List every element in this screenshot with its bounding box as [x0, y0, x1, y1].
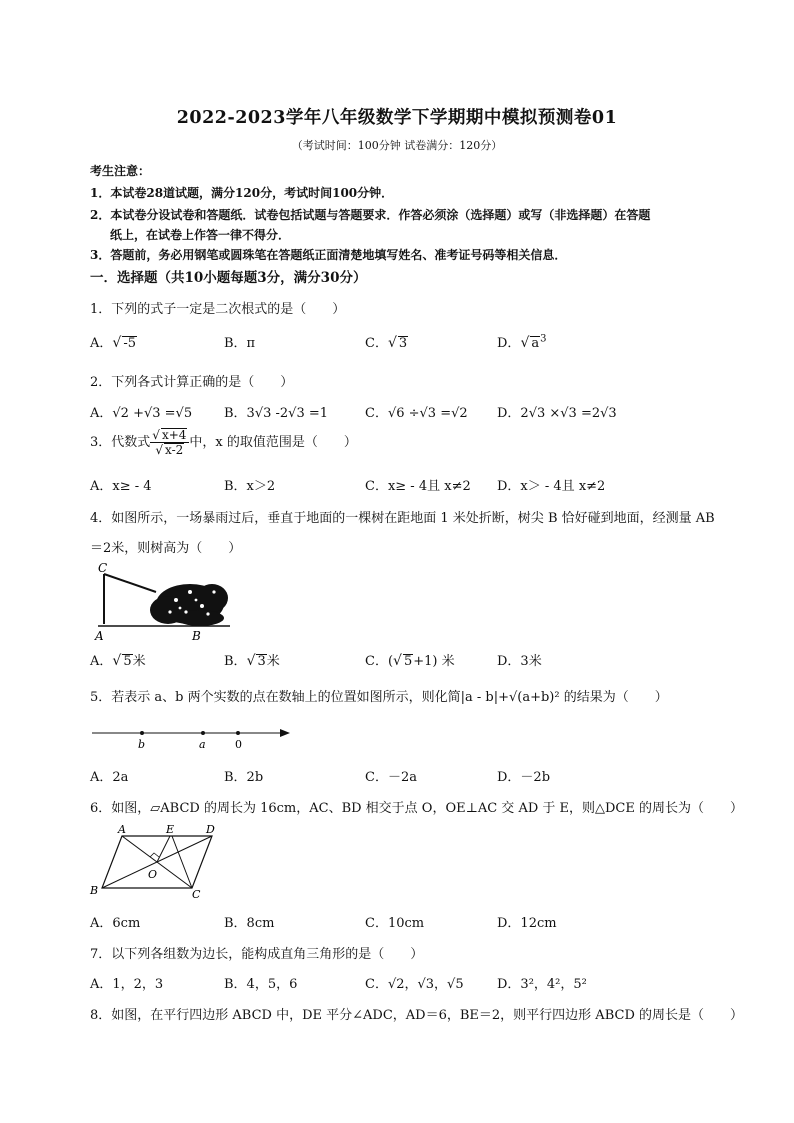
question-1-stem: 1．下列的式子一定是二次根式的是（ ） — [90, 302, 346, 317]
label-b: B — [192, 629, 201, 643]
question-4-option-a: A．√ 5米 — [90, 653, 146, 669]
number-line-figure — [90, 722, 300, 754]
label-e: E — [166, 823, 175, 836]
question-7-option-b: B．4，5，6 — [224, 977, 298, 992]
question-3-option-d: D．x＞ - 4且 x≠2 — [497, 479, 606, 494]
label-a: A — [118, 823, 126, 836]
question-7-option-a: A．1，2，3 — [90, 977, 164, 992]
notice-item-2-cont: 纸上，在试卷上作答一律不得分． — [110, 228, 291, 242]
question-8-stem: 8．如图，在平行四边形 ABCD 中，DE 平分∠ADC，AD＝6，BE＝2，则平行四边形 ABCD 的周长是（ ） — [90, 1008, 743, 1023]
broken-tree-figure — [90, 562, 240, 644]
question-4-option-d: D．3米 — [497, 654, 542, 669]
question-1-option-b: B．π — [224, 336, 256, 351]
question-6-option-c: C．10cm — [365, 916, 425, 931]
label-b: B — [90, 884, 99, 897]
label-a: a — [199, 738, 206, 751]
question-3-option-b: B．x＞2 — [224, 479, 276, 494]
notice-item-2: 2．本试卷分设试卷和答题纸．试卷包括试题与答题要求．作答必须涂（选择题）或写（非选择题）在答题 — [90, 208, 651, 222]
label-a: A — [95, 629, 104, 643]
exam-info: （考试时间：100分钟 试卷满分：120分） — [291, 139, 503, 152]
question-3-stem: 3．代数式 $\frac{√ x+4}{√ x-2}$ 中，x 的取值范围是（ ） — [90, 428, 357, 458]
question-1-option-a: A．√ -5 — [90, 335, 136, 351]
question-4-option-b: B．√ 3米 — [224, 653, 280, 669]
question-6-option-a: A．6cm — [90, 916, 141, 931]
question-2-option-a: A．√2 +√3 =√5 — [90, 406, 193, 421]
question-2-option-d: D．2√3 ×√3 =2√3 — [497, 406, 617, 421]
question-4-option-c: C．(√ 5+1) 米 — [365, 653, 455, 669]
question-1-option-d: D．√ $a^3$ — [497, 333, 547, 351]
page-title: 2022-2023学年八年级数学下学期期中模拟预测卷01 — [176, 108, 618, 128]
label-zero: 0 — [235, 738, 242, 751]
question-7-stem: 7．以下列各组数为边长，能构成直角三角形的是（ ） — [90, 947, 424, 962]
question-5-option-d: D．－2b — [497, 770, 551, 785]
question-3-option-a: A．x≥ - 4 — [90, 479, 152, 494]
notice-item-1: 1．本试卷28道试题，满分120分，考试时间100分钟． — [90, 186, 394, 200]
question-2-stem: 2．下列各式计算正确的是（ ） — [90, 375, 294, 390]
label-b: b — [138, 738, 146, 751]
question-5-option-a: A．2a — [90, 770, 129, 785]
question-5-stem: 5．若表示 a、b 两个实数的点在数轴上的位置如图所示，则化简|a - b|+√(a+b)² 的结果为（ ） — [90, 690, 668, 705]
notice-item-3: 3．答题前，务必用钢笔或圆珠笔在答题纸正面清楚地填写姓名、准考证号码等相关信息． — [90, 248, 567, 262]
parallelogram-figure — [88, 822, 228, 900]
question-2-option-c: C．√6 ÷√3 =√2 — [365, 406, 468, 421]
section-title: 一．选择题（共10小题每题3分，满分30分） — [90, 270, 367, 286]
question-6-stem: 6．如图，▱ABCD 的周长为 16cm，AC、BD 相交于点 O，OE⊥AC 交 AD 于 E，则△DCE 的周长为（ ） — [90, 801, 743, 816]
question-6-option-d: D．12cm — [497, 916, 557, 931]
question-4-stem-line2: ＝2米，则树高为（ ） — [90, 541, 242, 556]
label-d: D — [206, 823, 215, 836]
question-4-stem-line1: 4．如图所示，一场暴雨过后，垂直于地面的一棵树在距地面 1 米处折断，树尖 B 恰好碰到地面，经测量 AB — [90, 511, 715, 526]
question-6-option-b: B．8cm — [224, 916, 275, 931]
label-c: C — [192, 888, 201, 900]
question-3-option-c: C．x≥ - 4且 x≠2 — [365, 479, 471, 494]
question-5-option-b: B．2b — [224, 770, 264, 785]
question-5-option-c: C．－2a — [365, 770, 417, 785]
notice-heading: 考生注意： — [90, 164, 151, 178]
question-7-option-d: D．3²，4²，5² — [497, 977, 587, 992]
question-1-option-c: C．√ 3 — [365, 335, 408, 351]
question-7-option-c: C．√2，√3，√5 — [365, 977, 464, 992]
label-o: O — [148, 868, 158, 881]
label-c: C — [98, 562, 108, 575]
radical-fraction: $\frac{√ x+4}{√ x-2}$ — [150, 428, 189, 457]
question-2-option-b: B．3√3 -2√3 =1 — [224, 406, 329, 421]
